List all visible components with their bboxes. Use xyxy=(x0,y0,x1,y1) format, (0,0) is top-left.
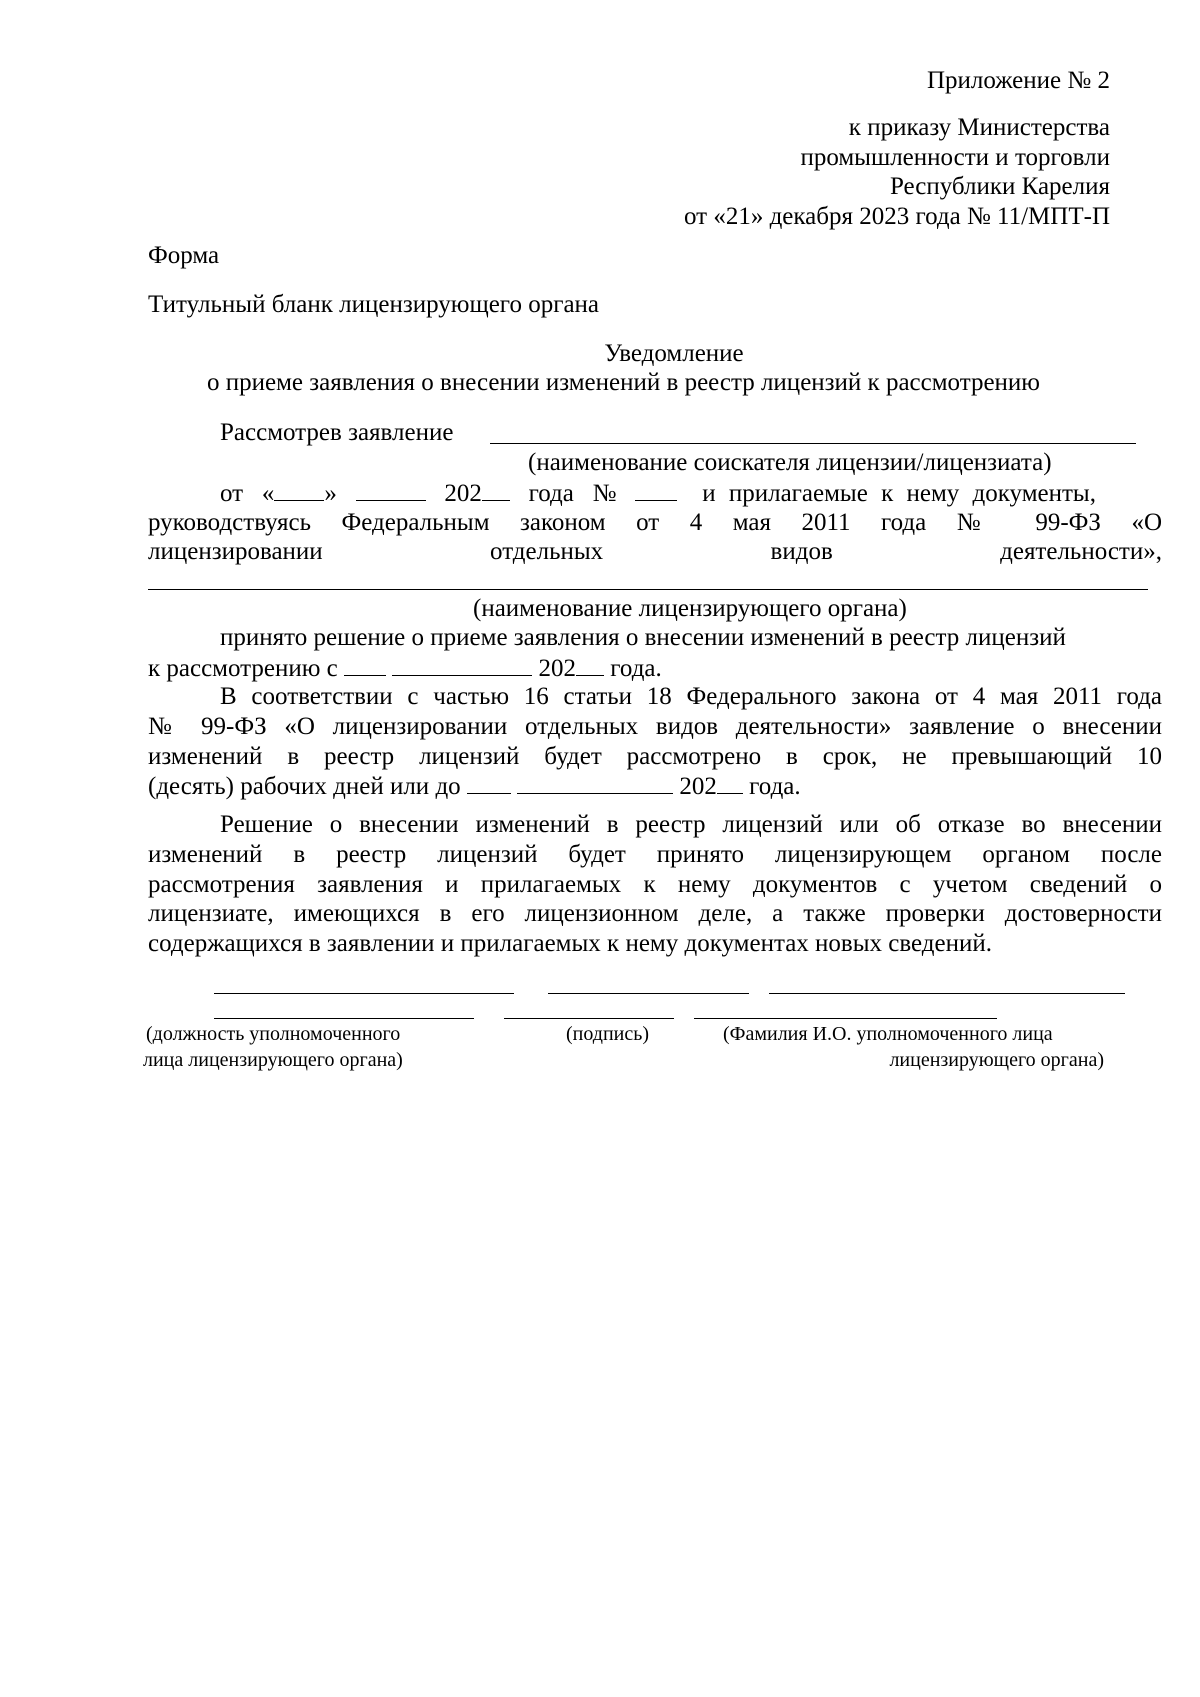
decision-line-1: принято решение о приеме заявления о внесении изменений в реестр лицензий xyxy=(220,624,1066,651)
order-line-4: от «21» декабря 2023 года № 11/МПТ-П xyxy=(683,203,1110,230)
position-line[interactable] xyxy=(214,1018,474,1019)
authority-name-line[interactable] xyxy=(148,589,1148,590)
number-sign: № xyxy=(592,480,617,507)
decision-month-blank[interactable] xyxy=(392,653,532,676)
considered-label: Рассмотрев заявление xyxy=(220,419,454,446)
decision-year-blank[interactable] xyxy=(576,653,604,676)
appendix-number: Приложение № 2 xyxy=(926,67,1110,94)
signature-line[interactable] xyxy=(504,1018,674,1019)
p3-line-5: содержащихся в заявлении и прилагаемых к нему документах новых сведений. xyxy=(148,930,992,957)
document-title: Уведомление xyxy=(604,340,744,367)
year-word: года xyxy=(528,480,574,507)
p2-line-4 xyxy=(148,771,801,802)
year-prefix: 202 xyxy=(444,480,482,507)
deadline-day-blank[interactable] xyxy=(467,771,511,794)
p2-line-2: № 99-ФЗ «О лицензировании отдельных видов деятельности» заявление о внесении xyxy=(148,713,1162,740)
p2-line-4-end: года. xyxy=(749,773,801,800)
open-quote: « xyxy=(261,480,275,507)
activity-line: лицензировании отдельных видов деятельности», xyxy=(148,538,1162,565)
guided-by-line: руководствуясь Федеральным законом от 4 мая 2011 года № 99-ФЗ «О xyxy=(148,509,1162,536)
year-blank[interactable] xyxy=(482,478,510,501)
p3-line-3: рассмотрения заявления и прилагаемых к нему документов с учетом сведений о xyxy=(148,871,1162,898)
decision-year-prefix: 202 xyxy=(538,655,577,682)
authority-hint: (наименование лицензирующего органа) xyxy=(473,595,907,622)
signature-hint: (подпись) xyxy=(566,1023,650,1045)
order-line-3: Республики Карелия xyxy=(889,173,1110,200)
signature-line-upper[interactable] xyxy=(548,993,749,994)
name-line-upper[interactable] xyxy=(769,993,1125,994)
p3-line-2: изменений в реестр лицензий будет принято лицензирующем органом после xyxy=(148,841,1162,868)
day-blank[interactable] xyxy=(274,478,324,501)
deadline-month-blank[interactable] xyxy=(517,771,673,794)
order-line-1: к приказу Министерства xyxy=(848,114,1110,141)
position-hint-line-1: (должность уполномоченного xyxy=(146,1023,401,1045)
deadline-year-blank[interactable] xyxy=(717,771,743,794)
month-blank[interactable] xyxy=(356,478,426,501)
decision-start: к рассмотрению с xyxy=(148,655,338,682)
document-subtitle: о приеме заявления о внесении изменений в реестр лицензий к рассмотрению xyxy=(207,369,1040,396)
p2-line-1: В соответствии с частью 16 статьи 18 Федерального закона от 4 мая 2011 года xyxy=(220,683,1162,710)
date-line-rest: и прилагаемые к нему документы, xyxy=(702,480,1096,507)
applicant-hint: (наименование соискателя лицензии/лицензиата) xyxy=(528,449,1052,476)
order-line-2: промышленности и торговли xyxy=(800,144,1110,171)
decision-end: года. xyxy=(610,655,662,682)
applicant-name-line[interactable] xyxy=(490,443,1136,444)
close-quote: » xyxy=(324,480,337,507)
number-blank[interactable] xyxy=(635,478,677,501)
name-line[interactable] xyxy=(694,1018,997,1019)
decision-line-2 xyxy=(148,653,662,684)
p3-line-1: Решение о внесении изменений в реестр лицензий или об отказе во внесении xyxy=(220,811,1162,838)
name-hint-line-2: лицензирующего органа) xyxy=(889,1049,1104,1071)
p2-line-3: изменений в реестр лицензий будет рассмотрено в срок, не превышающий 10 xyxy=(148,743,1162,770)
deadline-year-prefix: 202 xyxy=(679,773,717,800)
blank-label: Титульный бланк лицензирующего органа xyxy=(148,291,600,318)
decision-day-blank[interactable] xyxy=(344,653,386,676)
from-label: от xyxy=(220,480,244,507)
position-hint-line-2: лица лицензирующего органа) xyxy=(143,1049,403,1071)
name-hint-line-1: (Фамилия И.О. уполномоченного лица xyxy=(723,1023,1053,1045)
form-label: Форма xyxy=(148,242,220,269)
date-line xyxy=(220,478,1096,509)
p3-line-4: лицензиате, имеющихся в его лицензионном деле, а также проверки достоверности xyxy=(148,900,1162,927)
p2-line-4-start: (десять) рабочих дней или до xyxy=(148,773,461,800)
position-line-upper[interactable] xyxy=(214,993,514,994)
